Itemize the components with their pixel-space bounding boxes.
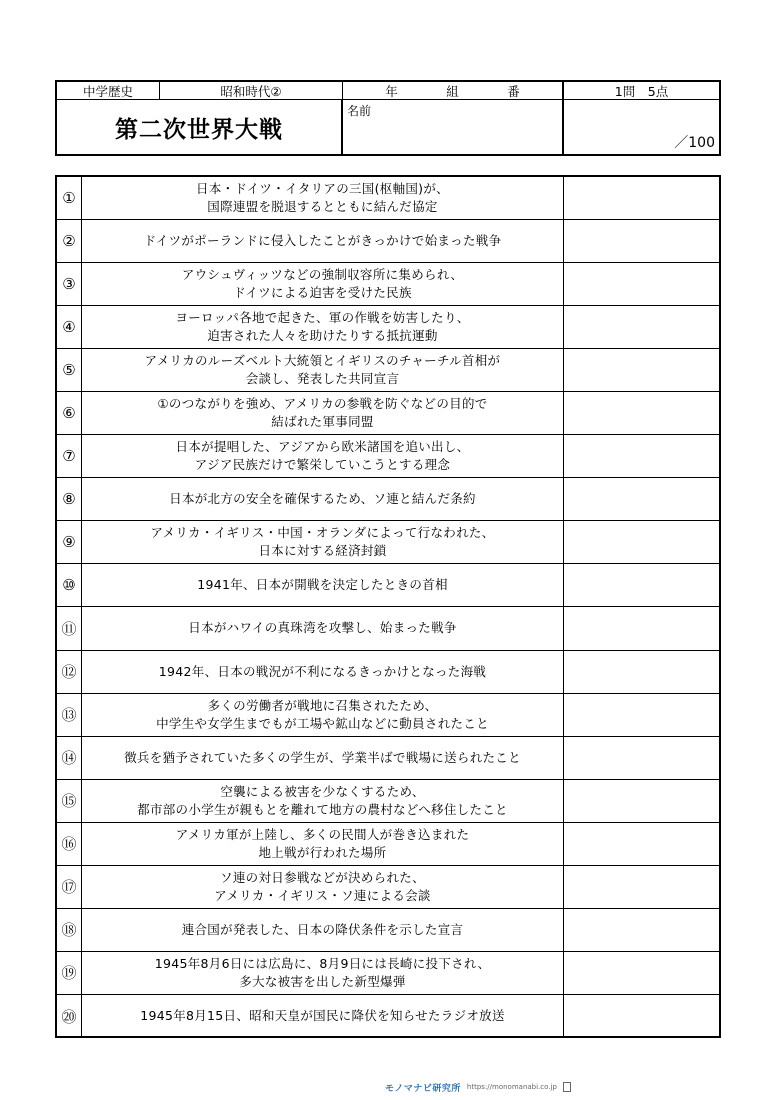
answer-box[interactable]	[564, 263, 719, 305]
score-field[interactable]	[564, 100, 719, 154]
table-row	[57, 263, 719, 306]
answer-box[interactable]	[564, 521, 719, 563]
answer-box[interactable]	[564, 651, 719, 693]
table-row	[57, 521, 719, 564]
table-row	[57, 694, 719, 737]
year-label: 年	[385, 83, 398, 99]
question-text: ①のつながりを強め、アメリカの参戦を防ぐなどの目的で 結ばれた軍事同盟	[82, 392, 564, 434]
question-number: ①	[57, 177, 82, 219]
table-row	[57, 866, 719, 909]
table-row	[57, 306, 719, 349]
answer-box[interactable]	[564, 392, 719, 434]
question-number: ⑦	[57, 435, 82, 477]
question-text: アメリカのルーズベルト大統領とイギリスのチャーチル首相が 会談し、発表した共同宣言	[82, 349, 564, 391]
question-text: 1945年8月15日、昭和天皇が国民に降伏を知らせたラジオ放送	[82, 995, 564, 1038]
answer-box[interactable]	[564, 478, 719, 520]
table-row	[57, 909, 719, 952]
question-text: 1945年8月6日には広島に、8月9日には長崎に投下され、 多大な被害を出した新型爆弾	[82, 952, 564, 994]
question-table	[55, 175, 721, 1038]
answer-box[interactable]	[564, 564, 719, 606]
table-row	[57, 220, 719, 263]
table-row	[57, 478, 719, 521]
question-number: ⑥	[57, 392, 82, 434]
table-row	[57, 177, 719, 220]
table-row	[57, 651, 719, 694]
question-number: ⑤	[57, 349, 82, 391]
footer-box	[563, 1082, 571, 1092]
answer-box[interactable]	[564, 220, 719, 262]
question-number: ⑧	[57, 478, 82, 520]
question-number: ②	[57, 220, 82, 262]
answer-box[interactable]	[564, 995, 719, 1038]
question-number: ⑲	[57, 952, 82, 994]
question-text: 空襲による被害を少なくするため、 都市部の小学生が親もとを離れて地方の農村などへ移住したこと	[82, 780, 564, 822]
answer-box[interactable]	[564, 607, 719, 649]
table-row	[57, 952, 719, 995]
question-text: ドイツがポーランドに侵入したことがきっかけで始まった戦争	[82, 220, 564, 262]
table-row	[57, 995, 719, 1038]
question-text: 1942年、日本の戦況が不利になるきっかけとなった海戦	[82, 651, 564, 693]
footer-url[interactable]: https://monomanabi.co.jp	[466, 1083, 557, 1091]
question-number: ⑰	[57, 866, 82, 908]
class-label: 組	[446, 83, 459, 99]
question-number: ⑮	[57, 780, 82, 822]
table-row	[57, 392, 719, 435]
question-text: 日本が北方の安全を確保するため、ソ連と結んだ条約	[82, 478, 564, 520]
table-row	[57, 564, 719, 607]
answer-box[interactable]	[564, 866, 719, 908]
question-number: ⑪	[57, 607, 82, 649]
answer-box[interactable]	[564, 349, 719, 391]
name-field[interactable]	[343, 100, 564, 154]
question-number: ⑳	[57, 995, 82, 1038]
answer-box[interactable]	[564, 435, 719, 477]
number-label: 番	[507, 83, 520, 99]
answer-box[interactable]	[564, 737, 719, 779]
answer-box[interactable]	[564, 177, 719, 219]
question-text: アウシュヴィッツなどの強制収容所に集められ、 ドイツによる迫害を受けた民族	[82, 263, 564, 305]
question-text: アメリカ・イギリス・中国・オランダによって行なわれた、 日本に対する経済封鎖	[82, 521, 564, 563]
unit-label: 昭和時代②	[160, 82, 343, 100]
question-text: 多くの労働者が戦地に召集されたため、 中学生や女学生までもが工場や鉱山などに動員されたこと	[82, 694, 564, 736]
question-number: ④	[57, 306, 82, 348]
question-text: 日本が提唱した、アジアから欧米諸国を追い出し、 アジア民族だけで繁栄していこうとする理念	[82, 435, 564, 477]
table-row	[57, 823, 719, 866]
table-row	[57, 607, 719, 650]
table-row	[57, 349, 719, 392]
answer-box[interactable]	[564, 780, 719, 822]
answer-box[interactable]	[564, 694, 719, 736]
worksheet-header	[55, 80, 721, 156]
question-number: ③	[57, 263, 82, 305]
question-text: 徴兵を猶予されていた多くの学生が、学業半ばで戦場に送られたこと	[82, 737, 564, 779]
name-label: 名前	[347, 104, 372, 118]
subject-label: 中学歴史	[57, 82, 160, 100]
question-text: 1941年、日本が開戦を決定したときの首相	[82, 564, 564, 606]
question-text: ヨーロッパ各地で起きた、軍の作戦を妨害したり、 迫害された人々を助けたりする抵抗運動	[82, 306, 564, 348]
question-number: ⑫	[57, 651, 82, 693]
table-row	[57, 435, 719, 478]
question-number: ⑬	[57, 694, 82, 736]
question-text: 日本がハワイの真珠湾を攻撃し、始まった戦争	[82, 607, 564, 649]
table-row	[57, 737, 719, 780]
page-title: 第二次世界大戦	[57, 100, 343, 154]
question-number: ⑨	[57, 521, 82, 563]
brand-logo: モノマナビ研究所	[385, 1083, 461, 1094]
table-row	[57, 780, 719, 823]
year-class-number	[343, 82, 564, 100]
footer	[385, 1080, 765, 1094]
answer-box[interactable]	[564, 909, 719, 951]
question-text: ソ連の対日参戦などが決められた、 アメリカ・イギリス・ソ連による会談	[82, 866, 564, 908]
question-number: ⑩	[57, 564, 82, 606]
answer-box[interactable]	[564, 823, 719, 865]
question-number: ⑯	[57, 823, 82, 865]
question-text: アメリカ軍が上陸し、多くの民間人が巻き込まれた 地上戦が行われた場所	[82, 823, 564, 865]
question-number: ⑱	[57, 909, 82, 951]
answer-box[interactable]	[564, 952, 719, 994]
question-text: 連合国が発表した、日本の降伏条件を示した宣言	[82, 909, 564, 951]
score-total: ／100	[674, 135, 715, 151]
answer-box[interactable]	[564, 306, 719, 348]
question-text: 日本・ドイツ・イタリアの三国(枢軸国)が、 国際連盟を脱退するとともに結んだ協定	[82, 177, 564, 219]
points-per-question: 1問 5点	[564, 82, 719, 100]
question-number: ⑭	[57, 737, 82, 779]
